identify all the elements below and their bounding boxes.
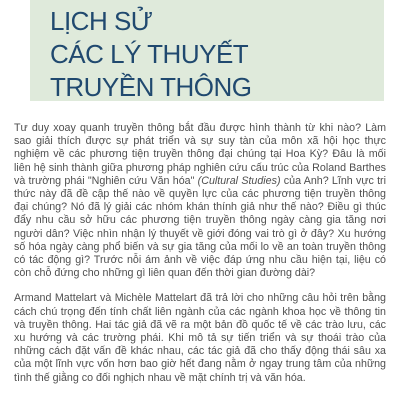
book-title xyxy=(50,5,252,104)
paragraph-1-text-a: Tư duy xoay quanh truyền thông bắt đầu được hình thành từ khi nào? Làm sao giải thích được sự phát triển và sự suy tàn của môn xã hội học thực nghiệm về các phương tiện truyền thông đại chúng tại Hoa Kỳ? Đâu là mối liên hệ sinh thành giữa phương pháp nghiên cứu cấu trúc của Roland Barthes và trường phái "Nghiên cứu Văn hóa" xyxy=(14,122,386,187)
description-paragraph-1 xyxy=(14,122,386,280)
description-text xyxy=(14,122,386,385)
description-paragraph-2: Armand Mattelart và Michèle Mattelart đã trả lời cho những câu hỏi trên bằng cách chú trọng đến tính chất liên ngành của các ngành khoa học về thông tin và truyền thông. Hai tác giả đã vẽ ra một bản đồ quốc tế về các trào lưu, các xu hướng và các trường phái. Khi mô tả sự tiến triển và sự thoái trào của những cách đặt vấn đề khác nhau, các tác giả đã cho thấy động thái sâu xa của một lĩnh vực vốn hơn bao giờ hết đang nằm ở ngay trung tâm của những tình thế giằng co đối nghịch nhau về mặt chính trị và văn hóa. xyxy=(14,292,386,384)
title-line-2: CÁC LÝ THUYẾT xyxy=(50,39,249,69)
paragraph-1-text-b: của Anh? Lĩnh vực tri thức này đã đề cập thế nào về quyền lực của các phương tiện truyền thông đại chúng? Nó đã lý giải các nhóm khán thính giả như thế nào? Điều gì thúc đẩy nhu cầu sở hữu các phương tiện truyền thông ngày càng gia tăng nơi người dân? Việc nhìn nhận lý thuyết về giới đóng vai trò gì ở đây? Xu hướng số hóa ngày càng phổ biến và sự gia tăng của mối lo về an toàn truyền thông có tác động gì? Trước nỗi ám ảnh về việc đáp ứng nhu cầu hiện tại, liệu có còn chỗ đứng cho những gì liên quan đến thời gian đường dài? xyxy=(14,174,386,280)
cultural-studies-label: (Cultural Studies) xyxy=(197,174,281,187)
title-line-1: LỊCH SỬ xyxy=(50,6,153,36)
title-line-3: TRUYỀN THÔNG xyxy=(50,72,252,102)
